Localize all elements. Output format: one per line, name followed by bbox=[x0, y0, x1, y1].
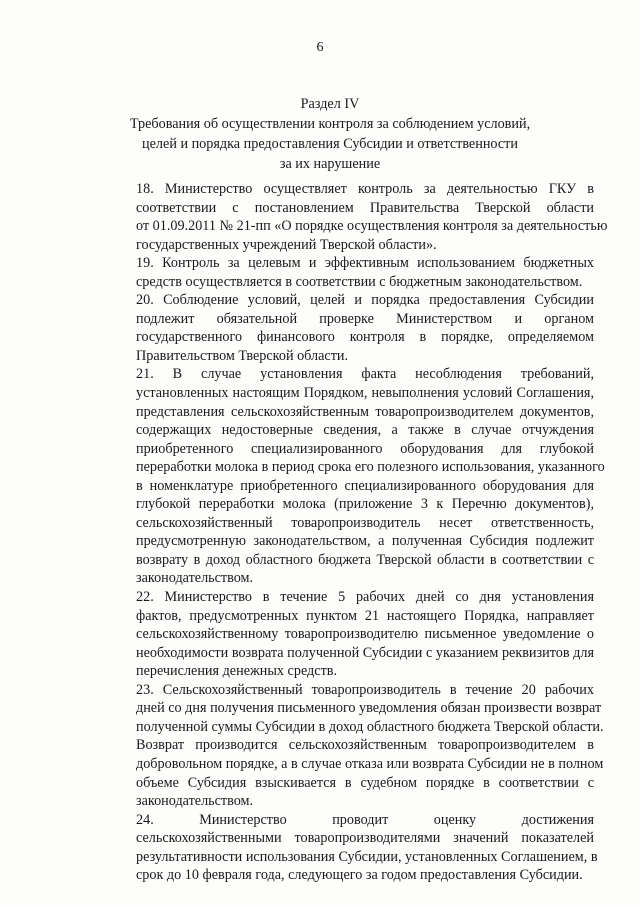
section-subtitle-line: за их нарушение bbox=[279, 156, 381, 172]
section-subtitle-line: Требования об осуществлении контроля за соблюдением условий, bbox=[129, 116, 531, 132]
paragraph-line: срок до 10 февраля года, следующего за годом предоставления Субсидии. bbox=[136, 867, 583, 884]
paragraph-line: полученной суммы Субсидии в доход областного бюджета Тверской области. bbox=[136, 718, 604, 735]
paragraph-line: приобретенного специализированного оборудования для глубокой bbox=[136, 440, 594, 457]
section-heading bbox=[100, 94, 560, 174]
paragraph-line: 18. Министерство осуществляет контроль за деятельностью ГКУ в bbox=[136, 181, 594, 197]
paragraph-line: 20. Соблюдение условий, целей и порядка предоставления Субсидии bbox=[136, 292, 594, 309]
paragraph-line: дней со дня получения письменного уведомления обязан произвести возврат bbox=[136, 700, 602, 717]
paragraph-line: добровольном порядке, а в случае отказа или возврата Субсидии не в полном bbox=[136, 755, 604, 772]
paragraph-line: подлежит обязательной проверке Министерством и органом bbox=[136, 310, 594, 327]
paragraph bbox=[96, 736, 604, 810]
paragraph-line: результативности использования Субсидии, установленных Соглашением, в bbox=[136, 848, 598, 865]
paragraph-line: 21. В случае установления факта несоблюдения требований, bbox=[136, 366, 594, 383]
paragraph-line: в номенклатуре приобретенного специализированного оборудования для bbox=[136, 477, 594, 494]
paragraph bbox=[96, 180, 608, 254]
paragraph-line: законодательством. bbox=[136, 793, 254, 810]
paragraph-line: сельскохозяйственному товаропроизводителю письменное уведомление о bbox=[136, 626, 594, 643]
paragraph-line: 24. Министерство проводит оценку достижения bbox=[136, 811, 594, 828]
paragraph-line: предусмотренную законодательством, а полученная Субсидия подлежит bbox=[136, 533, 594, 550]
paragraph-line: от 01.09.2011 № 21-пп «О порядке осуществления контроля за деятельностью bbox=[136, 218, 608, 235]
paragraph-line: необходимости возврата полученной Субсидии с указанием реквизитов для bbox=[136, 644, 594, 661]
paragraph-line: государственных учреждений Тверской области». bbox=[136, 236, 437, 253]
paragraph-line: законодательством. bbox=[136, 570, 254, 587]
section-subtitle-line: целей и порядка предоставления Субсидии и ответственности bbox=[142, 136, 518, 152]
paragraph-line: средств осуществляется в соответствии с бюджетным законодательством. bbox=[136, 273, 583, 290]
paragraph-line: установленных настоящим Порядком, невыполнения условий Соглашения, bbox=[136, 385, 594, 402]
paragraph-line: фактов, предусмотренных пунктом 21 настоящего Порядка, направляет bbox=[136, 607, 594, 624]
paragraph-line: Возврат производится сельскохозяйственным товаропроизводителем в bbox=[136, 737, 594, 754]
paragraph-line: государственного финансового контроля в порядке, определяемом bbox=[136, 329, 594, 346]
paragraph-line: 19. Контроль за целевым и эффективным использованием бюджетных bbox=[136, 255, 594, 272]
page-number: 6 bbox=[316, 40, 324, 55]
paragraph-line: Правительством Тверской области. bbox=[136, 347, 349, 364]
section-title: Раздел IV bbox=[300, 96, 360, 112]
paragraph-line: возврату в доход областного бюджета Тверской области в соответствии с bbox=[136, 551, 594, 568]
paragraph-line: сельскохозяйственный товаропроизводитель несет ответственность, bbox=[136, 514, 594, 531]
paragraph bbox=[96, 291, 594, 365]
document-body bbox=[96, 180, 608, 885]
paragraph-line: 22. Министерство в течение 5 рабочих дней со дня установления bbox=[136, 589, 594, 606]
paragraph bbox=[96, 588, 594, 681]
paragraph-line: глубокой переработки молока (приложение 3 к Перечню документов), bbox=[136, 496, 594, 513]
paragraph-line: 23. Сельскохозяйственный товаропроизводитель в течение 20 рабочих bbox=[136, 681, 594, 698]
paragraph-line: представления сельскохозяйственным товаропроизводителем документов, bbox=[136, 403, 594, 420]
paragraph bbox=[96, 365, 605, 588]
paragraph bbox=[96, 254, 594, 291]
paragraph-line: содержащих недостоверные сведения, а также в случае отчуждения bbox=[136, 422, 594, 439]
paragraph-line: объеме Субсидия взыскивается в судебном порядке в соответствии с bbox=[136, 774, 594, 791]
paragraph-line: соответствии с постановлением Правительства Тверской области bbox=[136, 199, 594, 216]
paragraph-line: переработки молока в период срока его полезного использования, указанного bbox=[136, 459, 605, 476]
paragraph bbox=[96, 681, 604, 737]
paragraph bbox=[96, 811, 598, 885]
paragraph-line: сельскохозяйственными товаропроизводителями значений показателей bbox=[136, 830, 594, 847]
paragraph-line: перечисления денежных средств. bbox=[136, 663, 338, 680]
